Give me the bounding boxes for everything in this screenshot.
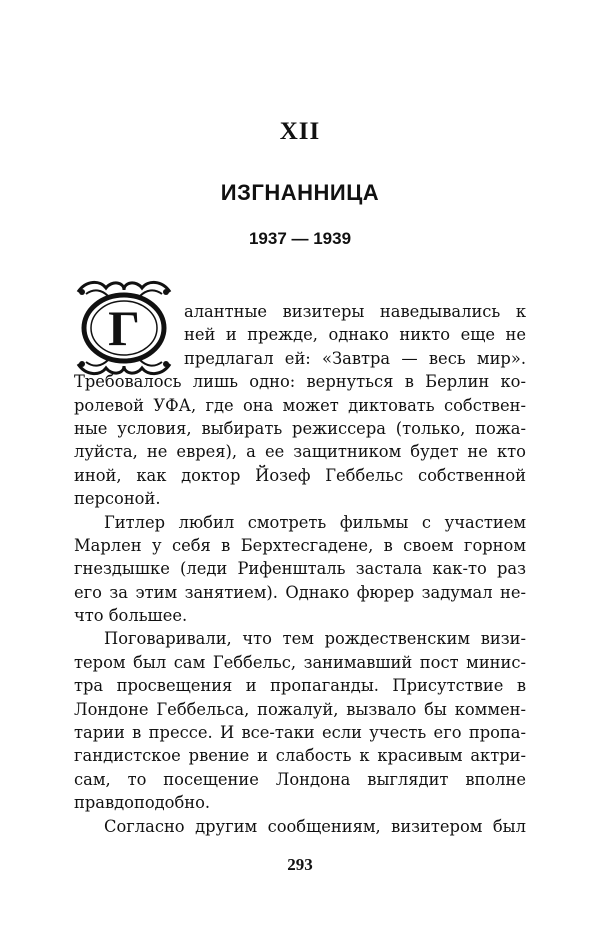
text-line: Поговаривали, что тем рождественским визи- [104,629,526,649]
chapter-years: 1937 — 1939 [248,229,352,248]
text-line: его за этим занятием). Однако фюрер задумал не- [74,582,526,602]
page-number: 293 [287,855,313,874]
text-line: тарии в прессе. И все-таки если учесть его пропа- [74,723,526,743]
chapter-title: ИЗГНАННИЦА [220,180,380,205]
text-line: правдоподобно. [74,793,211,813]
text-line: Марлен у себя в Берхтесгадене, в своем горном [74,535,526,555]
text-line: Лондоне Геббельса, пожалуй, вызвало бы коммен- [74,699,526,719]
text-line: ролевой УФА, где она может диктовать собствен- [74,395,526,415]
text-line: ные условия, выбирать режиссера (только, пожа- [74,418,526,438]
text-line: Требовалось лишь одно: вернуться в Берлин ко- [74,372,526,392]
text-line: тра просвещения и пропаганды. Присутствие в [74,676,526,696]
text-line: луйста, не еврея), а ее защитником будет не кто [74,442,526,462]
text-line: иной, как доктор Йозеф Геббельс собственной [74,465,526,485]
text-line: гандистское рвение и слабость к красивым актри- [74,746,526,766]
text-line: Гитлер любил смотреть фильмы с участием [104,512,526,532]
text-line: сам, то посещение Лондона выглядит вполне [74,769,526,789]
chapter-number: XII [279,118,321,145]
text-line: тером был сам Геббельс, занимавший пост минис- [74,652,526,672]
text-line: гнездышке (леди Рифеншталь застала как-то раз [74,559,526,579]
text-line: Согласно другим сообщениям, визитером был [104,816,526,836]
text-line: алантные визитеры наведывались к [184,302,526,321]
text-line: что большее. [74,606,188,626]
text-line: ней и прежде, однако никто еще не [184,325,526,345]
drop-cap-letter: Г [108,300,140,356]
body-text [74,300,526,838]
text-line: персоной. [74,489,161,509]
text-line: предлагал ей: «Завтра — весь мир». [184,348,526,368]
